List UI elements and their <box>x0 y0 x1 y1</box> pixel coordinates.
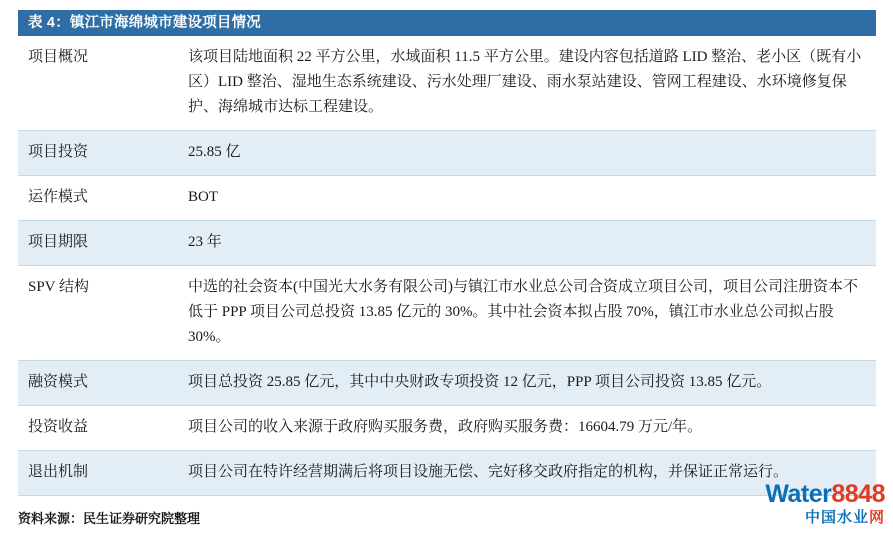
row-label: 项目期限 <box>18 221 178 266</box>
row-label: 融资模式 <box>18 361 178 406</box>
row-label: 投资收益 <box>18 406 178 451</box>
watermark <box>717 480 885 532</box>
project-table-container <box>18 10 876 496</box>
table-row <box>18 221 876 266</box>
watermark-brand-text: Water <box>765 480 832 508</box>
table-title: 表 4：镇江市海绵城市建设项目情况 <box>18 10 876 36</box>
source-note: 资料来源：民生证券研究院整理 <box>18 511 201 526</box>
row-label: 项目概况 <box>18 36 178 131</box>
table-row <box>18 176 876 221</box>
row-value: 该项目陆地面积 22 平方公里，水域面积 11.5 平方公里。建设内容包括道路 LID 整治、老小区（既有小区）LID 整治、湿地生态系统建设、污水处理厂建设、雨水泵站建设、管网工程建设、水环境修复保护、海绵城市达标工程建设。 <box>178 36 876 131</box>
watermark-brand-cn-net: 网 <box>868 509 885 526</box>
row-value: 25.85 亿 <box>178 131 876 176</box>
row-value: 中选的社会资本(中国光大水务有限公司)与镇江市水业总公司合资成立项目公司，项目公司注册资本不低于 PPP 项目公司总投资 13.85 亿元的 30%。其中社会资本拟占股 70%，镇江市水业总公司拟占股 30%。 <box>178 266 876 361</box>
table-body <box>18 36 876 496</box>
watermark-brand-cn-row <box>717 508 885 528</box>
row-label: 运作模式 <box>18 176 178 221</box>
row-value: 项目公司在特许经营期满后将项目设施无偿、完好移交政府指定的机构，并保证正常运行。 <box>178 451 876 496</box>
table-row <box>18 131 876 176</box>
row-label: 项目投资 <box>18 131 178 176</box>
row-label: SPV 结构 <box>18 266 178 361</box>
watermark-brand <box>717 480 885 508</box>
row-value: 项目总投资 25.85 亿元，其中中央财政专项投资 12 亿元，PPP 项目公司投资 13.85 亿元。 <box>178 361 876 406</box>
watermark-brand-number: 8848 <box>831 480 885 508</box>
row-label: 退出机制 <box>18 451 178 496</box>
row-value: BOT <box>178 176 876 221</box>
table-row <box>18 406 876 451</box>
watermark-brand-cn: 中国水业 <box>804 509 869 526</box>
table-row <box>18 266 876 361</box>
table-row <box>18 36 876 131</box>
row-value: 项目公司的收入来源于政府购买服务费，政府购买服务费：16604.79 万元/年。 <box>178 406 876 451</box>
project-table <box>18 36 876 496</box>
table-row <box>18 361 876 406</box>
row-value: 23 年 <box>178 221 876 266</box>
